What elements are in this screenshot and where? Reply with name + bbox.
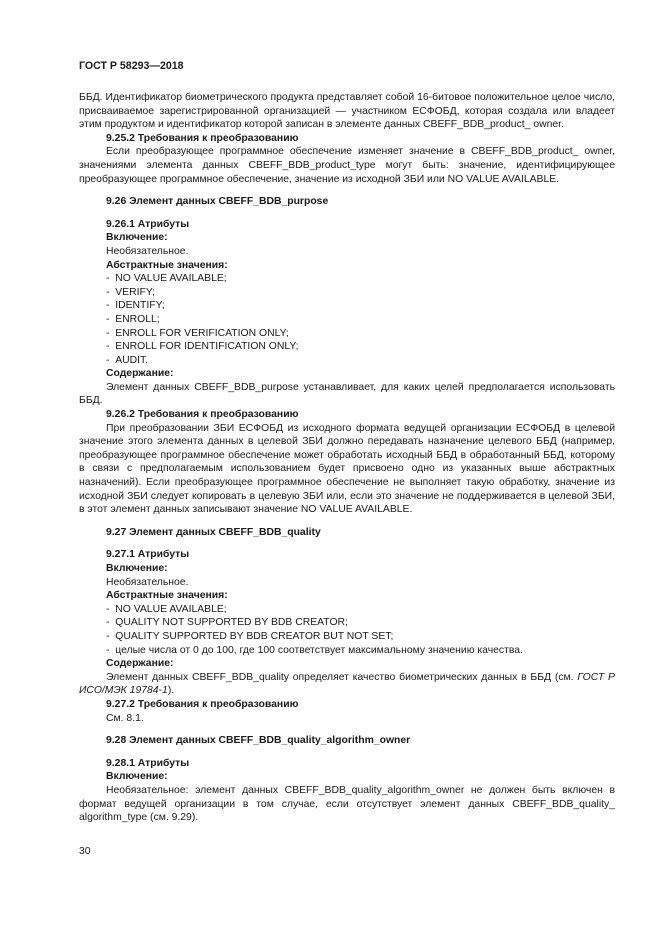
list-item: - IDENTIFY; [79, 299, 615, 313]
page-content [79, 91, 615, 825]
list-item: - ENROLL; [79, 313, 615, 327]
abstract-values-label: Абстрактные значения: [106, 259, 228, 271]
heading-9-28-1: 9.28.1 Атрибуты [106, 757, 190, 769]
content-end: ). [167, 685, 175, 697]
heading-9-26: 9.26 Элемент данных CBEFF_BDB_purpose [106, 196, 329, 208]
list-item: - AUDIT. [79, 354, 615, 368]
standard-reference: ГОСТ Р ИСО/МЭК 19784-1 [79, 671, 615, 697]
heading-9-26-1: 9.26.1 Атрибуты [106, 218, 190, 230]
heading-9-27-2: 9.27.2 Требования к преобразованию [106, 698, 299, 710]
content-paragraph [79, 671, 615, 698]
requirements-paragraph: При преобразовании ЗБИ ЕСФОБД из исходного формата ведущей организации ЕСФОБД в целевой значение этого элемента данных в целевой ЗБИ должно передавать назначение целевого ББД (например, преобразующее программное обеспечение может обработать исходный ББД в обработанный ББД, которому в связи с предполагаемым использованием будет присвоено одно из указанных выше абстрактных назначений). Если преобразующее программное обеспечение не выполняет такую обработку, значение из исходной ЗБИ следует копировать в целевую ЗБИ или, если это значение не поддерживается в целевой ЗБИ, в этот элемент данных записывают значение NO VALUE AVAILABLE. [79, 422, 615, 516]
inclusion-value: Необязательное. [106, 245, 189, 257]
list-item: - целые числа от 0 до 100, где 100 соответствует максимальному значению качества. [79, 644, 615, 658]
list-item: - NO VALUE AVAILABLE; [79, 272, 615, 286]
inclusion-paragraph: Необязательное: элемент данных CBEFF_BDB_quality_algorithm_owner не должен быть включен в формат ведущей организации в том случае, если отсутствует элемент данных CBEFF_BDB_quality_ algorithm_type (см. 9.29). [79, 784, 615, 824]
inclusion-value: Необязательное. [106, 576, 189, 588]
heading-9-26-2: 9.26.2 Требования к преобразованию [106, 409, 299, 421]
list-item: - QUALITY NOT SUPPORTED BY BDB CREATOR; [79, 616, 615, 630]
list-item: - ENROLL FOR IDENTIFICATION ONLY; [79, 340, 615, 354]
heading-9-27-1: 9.27.1 Атрибуты [106, 549, 190, 561]
list-item: - NO VALUE AVAILABLE; [79, 603, 615, 617]
list-item: - VERIFY; [79, 286, 615, 300]
heading-9-27: 9.27 Элемент данных CBEFF_BDB_quality [106, 526, 321, 538]
requirements-paragraph: См. 8.1. [106, 712, 144, 724]
content-text: Элемент данных CBEFF_BDB_quality определяет качество биометрических данных в ББД (см. [106, 671, 574, 683]
document-header: ГОСТ Р 58293—2018 [79, 60, 184, 72]
inclusion-label: Включение: [106, 232, 168, 244]
page-number: 30 [79, 846, 91, 857]
list-item: - QUALITY SUPPORTED BY BDB CREATOR BUT NOT SET; [79, 630, 615, 644]
content-paragraph: Элемент данных CBEFF_BDB_purpose устанавливает, для каких целей предполагается использовать ББД. [79, 381, 615, 407]
abstract-values-label: Абстрактные значения: [106, 590, 228, 602]
content-label: Содержание: [106, 368, 174, 380]
inclusion-label: Включение: [106, 563, 168, 574]
inclusion-label: Включение: [106, 771, 168, 783]
heading-9-25-2: 9.25.2 Требования к преобразованию [106, 132, 299, 144]
intro-paragraph: ББД. Идентификатор биометрического продукта представляет собой 16-битовое положительное целое число, присваиваемое зарегистрированной организацией — участником ЕСФОБД, которая создала или владеет этим продуктом и идентификатор которой записан в элементе данных CBEFF_BDB_product_ owner. [79, 92, 615, 131]
content-label: Содержание: [106, 658, 174, 670]
list-item: - ENROLL FOR VERIFICATION ONLY; [79, 327, 615, 341]
paragraph-9-25-2: Если преобразующее программное обеспечение изменяет значение в CBEFF_BDB_product_ owner, значениями элемента данных CBEFF_BDB_product_type могут быть: значение, идентифицирующее преобразующее программное обеспечение, значение из исходной ЗБИ или NO VALUE AVAILABLE. [79, 146, 615, 185]
heading-9-28: 9.28 Элемент данных CBEFF_BDB_quality_algorithm_owner [106, 735, 411, 747]
